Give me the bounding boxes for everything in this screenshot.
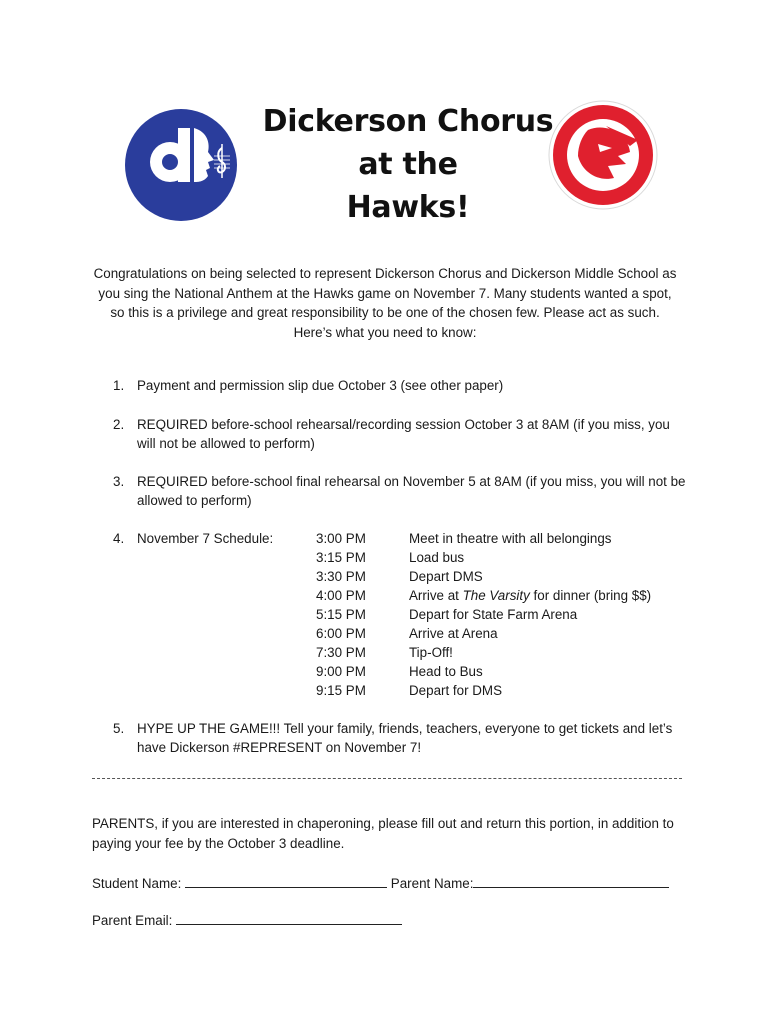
schedule-time: 7:30 PM	[316, 645, 366, 660]
name-fields-row	[92, 873, 669, 893]
schedule-event: Head to Bus	[409, 664, 483, 679]
schedule-event: Depart for State Farm Arena	[409, 607, 578, 622]
schedule-event: Depart for DMS	[409, 683, 503, 698]
schedule-time: 9:00 PM	[316, 664, 366, 679]
schedule-time: 3:00 PM	[316, 531, 366, 546]
schedule-event	[409, 586, 651, 605]
schedule-event: Arrive at Arena	[409, 626, 498, 641]
schedule-time: 9:15 PM	[316, 683, 366, 698]
parent-name-blank[interactable]	[473, 873, 669, 888]
student-name-blank[interactable]	[185, 873, 387, 888]
schedule-event: Tip-Off!	[409, 645, 453, 660]
list-text: November 7 Schedule:	[137, 531, 274, 546]
schedule-time: 5:15 PM	[316, 607, 366, 622]
title-line-3: Hawks!	[346, 190, 470, 225]
schedule-time: 3:30 PM	[316, 569, 366, 584]
dickerson-chorus-logo	[124, 108, 238, 222]
list-number: 2.	[113, 417, 125, 432]
email-field-row	[92, 910, 402, 930]
schedule-event-pre: Arrive at	[409, 588, 463, 603]
parent-email-blank[interactable]	[176, 910, 402, 925]
list-number: 5.	[113, 721, 125, 736]
list-text: HYPE UP THE GAME!!! Tell your family, friends, teachers, everyone to get tickets and let’s have Dickerson #REPRESENT on November 7!	[137, 721, 673, 755]
title-line-1: Dickerson Chorus	[262, 104, 554, 139]
hawks-logo	[548, 100, 658, 210]
schedule-time: 6:00 PM	[316, 626, 366, 641]
list-text: REQUIRED before-school rehearsal/recording session October 3 at 8AM (if you miss, you will not be allowed to perform)	[137, 417, 670, 451]
page-title	[250, 100, 566, 229]
list-number: 1.	[113, 378, 125, 393]
schedule-event: Depart DMS	[409, 569, 483, 584]
schedule-event-italic: The Varsity	[462, 588, 530, 603]
list-number: 3.	[113, 474, 125, 489]
list-number: 4.	[113, 531, 125, 546]
schedule-event: Load bus	[409, 550, 465, 565]
intro-paragraph: Congratulations on being selected to represent Dickerson Chorus and Dickerson Middle School as you sing the National Anthem at the Hawks game on November 7. Many students wanted a spot, so this is a privilege and great responsibility to be one of the chosen few. Please act as such. Here’s what you need to know:	[93, 266, 677, 340]
schedule-event-post: for dinner (bring $$)	[529, 588, 652, 603]
list-text: REQUIRED before-school final rehearsal on November 5 at 8AM (if you miss, you will not be allowed to perform)	[137, 474, 686, 508]
schedule-time: 3:15 PM	[316, 550, 366, 565]
list-text: Payment and permission slip due October 3 (see other paper)	[137, 378, 504, 393]
schedule-event: Meet in theatre with all belongings	[409, 531, 612, 546]
schedule-time: 4:00 PM	[316, 588, 366, 603]
title-line-2: at the	[358, 147, 458, 182]
student-name-label: Student Name:	[92, 876, 182, 891]
cut-line-divider	[92, 778, 682, 779]
parents-paragraph: PARENTS, if you are interested in chaperoning, please fill out and return this portion, in addition to paying your fee by the October 3 deadline.	[92, 816, 674, 851]
parent-name-label: Parent Name:	[390, 876, 474, 891]
parent-email-label: Parent Email:	[92, 913, 173, 928]
